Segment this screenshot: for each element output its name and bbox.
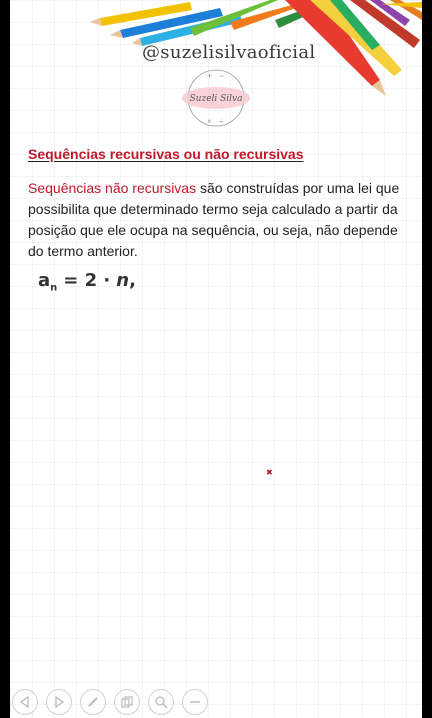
zoom-button[interactable]	[148, 689, 174, 715]
zoom-icon	[154, 695, 168, 709]
svg-text:+: +	[207, 71, 213, 81]
svg-text:×: ×	[207, 117, 212, 126]
pen-icon	[86, 695, 100, 709]
prev-icon	[18, 695, 32, 709]
svg-text:÷: ÷	[219, 117, 224, 126]
definition-text: são construídas por uma lei que possibilita que determinado termo seja calculado a partir da posição que ele ocupa na sequência, ou seja, não depende do termo anterior.	[28, 180, 400, 259]
section-heading: Sequências recursivas ou não recursivas	[28, 146, 304, 162]
pen-button[interactable]	[80, 689, 106, 715]
svg-text:−: −	[219, 71, 225, 81]
formula-var: n,	[116, 270, 136, 291]
copy-icon	[120, 695, 134, 709]
formula	[38, 270, 138, 306]
definition-paragraph	[28, 178, 410, 262]
presentation-controls	[0, 686, 432, 718]
copy-button[interactable]	[114, 689, 140, 715]
pointer-marker: ✖	[266, 468, 273, 477]
prev-button[interactable]	[12, 689, 38, 715]
next-button[interactable]	[46, 689, 72, 715]
svg-text:Suzeli Silva: Suzeli Silva	[189, 94, 243, 104]
slide-page	[10, 0, 422, 718]
more-icon	[188, 695, 202, 709]
formula-eq: = 2 ·	[63, 270, 111, 291]
suzeli-silva-logo	[177, 64, 255, 132]
next-icon	[52, 695, 66, 709]
more-button[interactable]	[182, 689, 208, 715]
highlighted-term: Sequências não recursivas	[28, 180, 197, 196]
instagram-handle: @suzelisilvaoficial	[142, 42, 316, 63]
formula-lhs: $a_n$	[38, 270, 58, 294]
